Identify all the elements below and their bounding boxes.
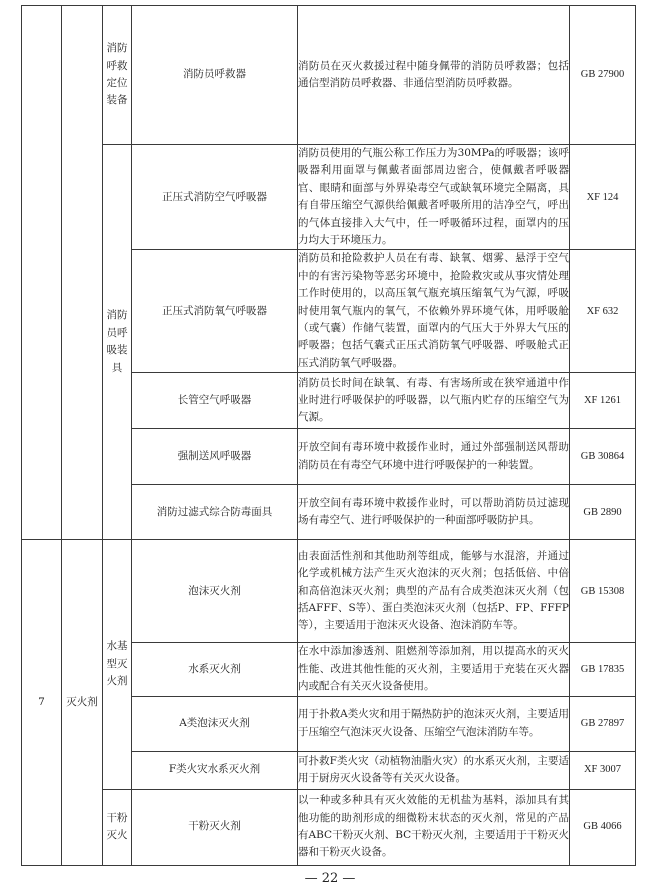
table-row <box>22 145 636 250</box>
item-description: 消防员在灭火救援过程中随身佩带的消防员呼救器；包括通信型消防员呼救器、非通信型消防员呼救器。 <box>298 6 570 145</box>
standard-code: XF 124 <box>570 145 636 250</box>
subcategory-cell: 干粉灭火 <box>103 789 132 865</box>
standard-code: XF 1261 <box>570 373 636 429</box>
item-name: A类泡沫灭火剂 <box>132 696 298 751</box>
item-name: 水系灭火剂 <box>132 643 298 696</box>
item-description: 消防员和抢险救护人员在有毒、缺氧、烟雾、悬浮于空气中的有害污染物等恶劣环境中，抢险救灾或从事灾情处理工作时使用的，以高压氧气瓶充填压缩氧气为气源，呼吸时使用氧气瓶内的氧气，不依赖外界环境气体，用呼吸舱（或气囊）作储气装置，面罩内的气压大于外界大气压的呼吸器；包括气囊式正压式消防氧气呼吸器、呼吸舱式正压式消防氧气呼吸器。 <box>298 250 570 373</box>
standard-code: GB 30864 <box>570 429 636 485</box>
index-cell: 7 <box>22 540 62 865</box>
standard-code: GB 27900 <box>570 6 636 145</box>
subcategory-cell: 消防员呼吸装具 <box>103 145 132 540</box>
category-cell <box>62 6 103 540</box>
standard-code: GB 4066 <box>570 789 636 865</box>
table-row <box>22 6 636 145</box>
item-name: 消防员呼救器 <box>132 6 298 145</box>
standard-code: GB 17835 <box>570 643 636 696</box>
item-name: 强制送风呼吸器 <box>132 429 298 485</box>
item-name: 正压式消防氧气呼吸器 <box>132 250 298 373</box>
item-description: 消防员使用的气瓶公称工作压力为30MPa的呼吸器；该呼吸器利用面罩与佩戴者面部周边密合，使佩戴者呼吸器官、眼睛和面部与外界染毒空气或缺氧环境完全隔离，具有自带压缩空气源供给佩戴者呼吸所用的洁净空气，呼出的气体直接排入大气中，任一呼吸循环过程，面罩内的压力均大于环境压力。 <box>298 145 570 250</box>
standard-code: GB 15308 <box>570 540 636 643</box>
standard-code: XF 3007 <box>570 751 636 789</box>
item-name: 正压式消防空气呼吸器 <box>132 145 298 250</box>
category-cell: 灭火剂 <box>62 540 103 865</box>
standards-table <box>21 5 636 866</box>
item-name: 泡沫灭火剂 <box>132 540 298 643</box>
table-row <box>22 789 636 865</box>
table-row <box>22 540 636 643</box>
item-description: 开放空间有毒环境中救援作业时，通过外部强制送风帮助消防员在有毒空气环境中进行呼吸保护的一种装置。 <box>298 429 570 485</box>
item-description: 用于扑救A类火灾和用于隔热防护的泡沫灭火剂，主要适用于压缩空气泡沫灭火设备、压缩空气泡沫消防车等。 <box>298 696 570 751</box>
item-name: F类火灾水系灭火剂 <box>132 751 298 789</box>
standard-code: GB 2890 <box>570 485 636 540</box>
item-description: 由表面活性剂和其他助剂等组成，能够与水混溶，并通过化学或机械方法产生灭火泡沫的灭火剂；包括低倍、中倍和高倍泡沫灭火剂；典型的产品有合成类泡沫灭火剂（包括AFFF、S等）、蛋白类泡沫灭火剂（包括P、FP、FFFP等），主要适用于泡沫灭火设备、泡沫消防车等。 <box>298 540 570 643</box>
standard-code: XF 632 <box>570 250 636 373</box>
page-number: — 22 — <box>304 871 356 886</box>
index-cell <box>22 6 62 540</box>
item-description: 消防员长时间在缺氧、有毒、有害场所或在狭窄通道中作业时进行呼吸保护的呼吸器，以气瓶内贮存的压缩空气为气源。 <box>298 373 570 429</box>
item-description: 可扑救F类火灾（动植物油脂火灾）的水系灭火剂，主要适用于厨房灭火设备等有关灭火设备。 <box>298 751 570 789</box>
standard-code: GB 27897 <box>570 696 636 751</box>
item-name: 干粉灭火剂 <box>132 789 298 865</box>
item-description: 开放空间有毒环境中救援作业时，可以帮助消防员过滤现场有毒空气、进行呼吸保护的一种面部呼吸防护具。 <box>298 485 570 540</box>
subcategory-cell: 消防呼救定位装备 <box>103 6 132 145</box>
item-description: 以一种或多种具有灭火效能的无机盐为基料，添加具有其他功能的助剂形成的细微粉末状态的灭火剂，常见的产品有ABC干粉灭火剂、BC干粉灭火剂，主要适用于干粉灭火器和干粉灭火设备。 <box>298 789 570 865</box>
item-description: 在水中添加渗透剂、阻燃剂等添加剂，用以提高水的灭火性能、改进其他性能的灭火剂，主要适用于充装在灭火器内或配合有关灭火设备使用。 <box>298 643 570 696</box>
item-name: 长管空气呼吸器 <box>132 373 298 429</box>
item-name: 消防过滤式综合防毒面具 <box>132 485 298 540</box>
subcategory-cell: 水基型灭火剂 <box>103 540 132 789</box>
